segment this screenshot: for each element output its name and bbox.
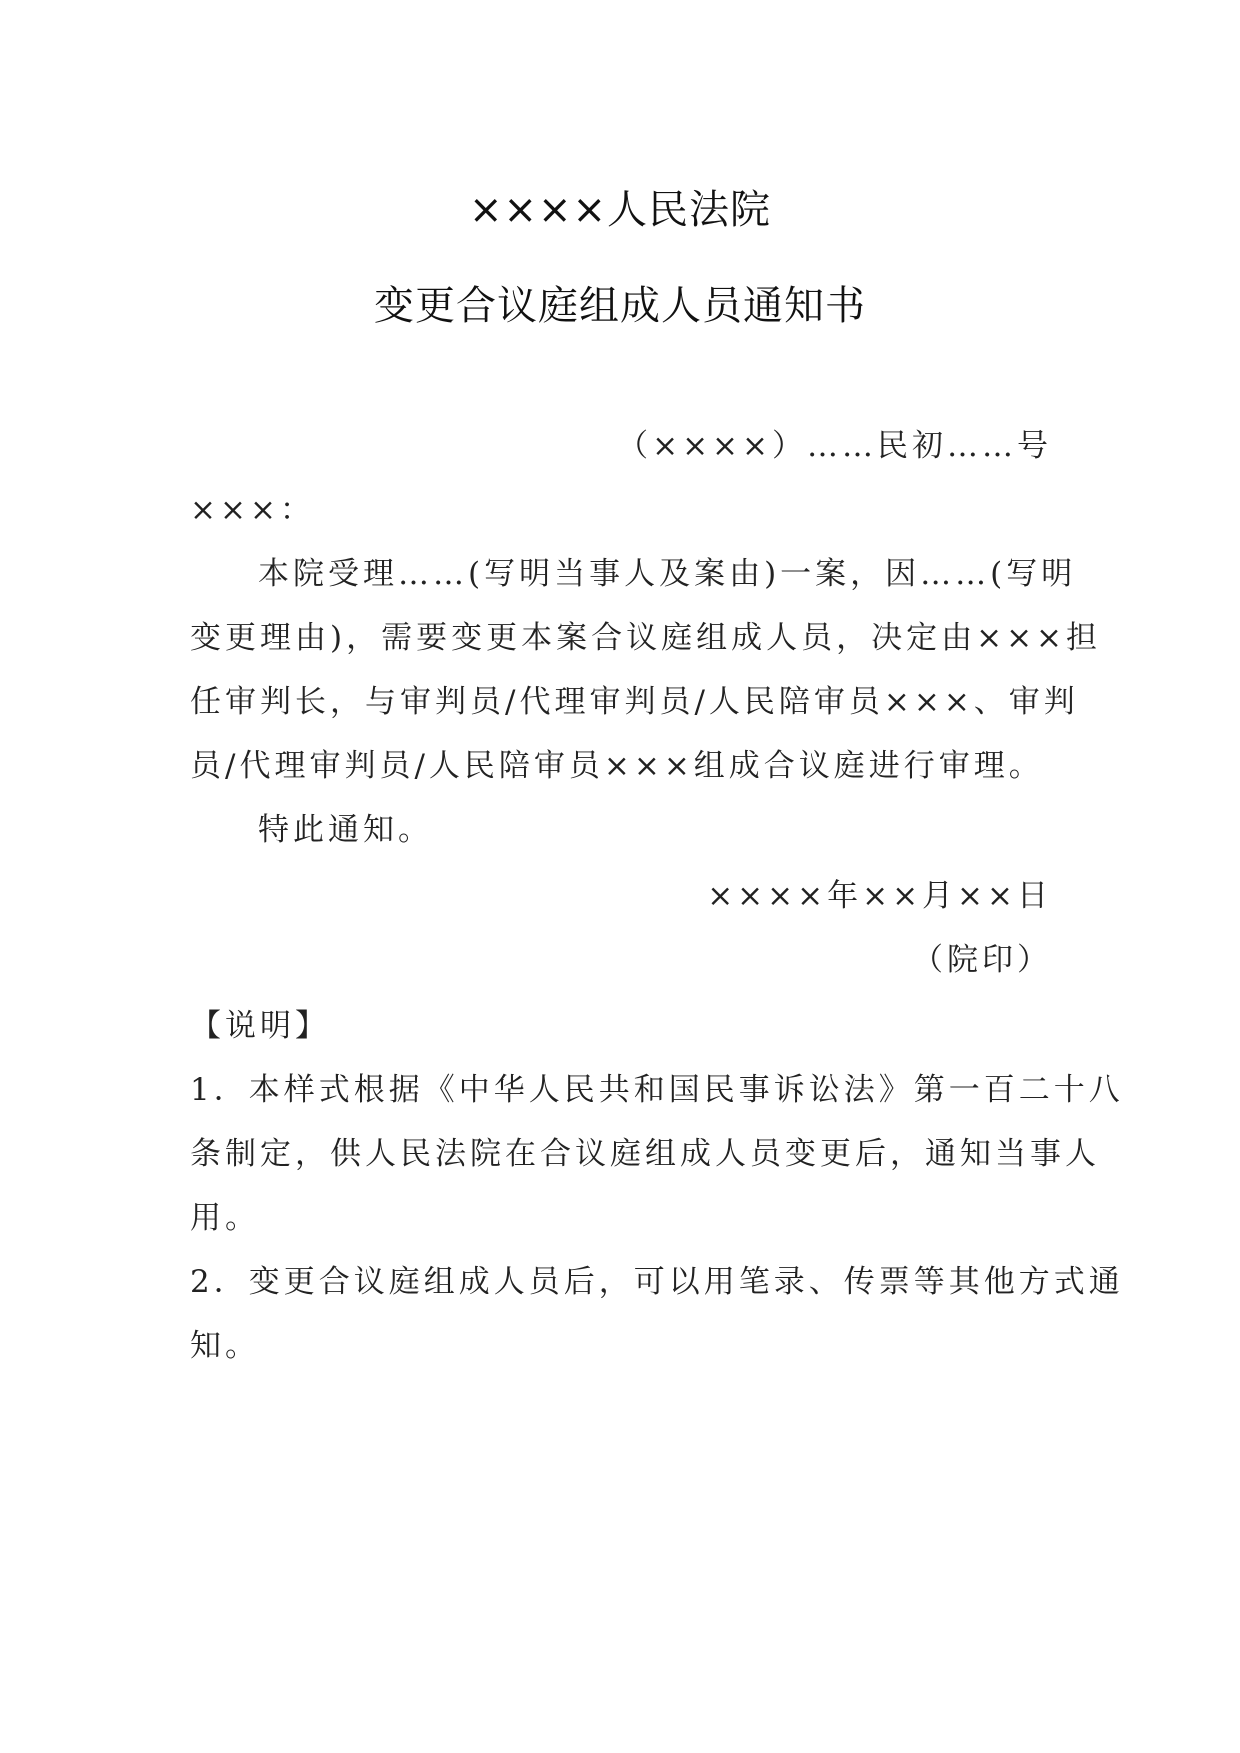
- body-line: 员/代理审判员/人民陪审员×××组成合议庭进行审理。: [190, 748, 1044, 784]
- issue-date: ××××年××月××日: [707, 878, 1052, 914]
- note-line: 用。: [190, 1200, 260, 1236]
- notes-heading: 【说明】: [190, 1008, 330, 1044]
- court-name: ××××人民法院: [468, 187, 772, 233]
- body-line: 本院受理……(写明当事人及案由)一案，因……(写明: [258, 556, 1077, 592]
- addressee: ×××：: [190, 492, 315, 528]
- note-line: 1．本样式根据《中华人民共和国民事诉讼法》第一百二十八: [190, 1072, 1124, 1108]
- note-line: 条制定，供人民法院在合议庭组成人员变更后，通知当事人: [190, 1136, 1100, 1172]
- court-seal-note: （院印）: [912, 942, 1052, 978]
- closing-text: 特此通知。: [258, 812, 433, 848]
- body-line: 任审判长，与审判员/代理审判员/人民陪审员×××、审判: [190, 684, 1079, 720]
- case-number: （××××）……民初……号: [617, 428, 1052, 464]
- body-line: 变更理由)，需要变更本案合议庭组成人员，决定由×××担: [190, 620, 1102, 656]
- note-line: 知。: [190, 1328, 260, 1364]
- note-line: 2．变更合议庭组成人员后，可以用笔录、传票等其他方式通: [190, 1264, 1124, 1300]
- notice-body: [190, 542, 1102, 798]
- document-title: 变更合议庭组成人员通知书: [374, 283, 866, 329]
- notes-section: [190, 1058, 1124, 1378]
